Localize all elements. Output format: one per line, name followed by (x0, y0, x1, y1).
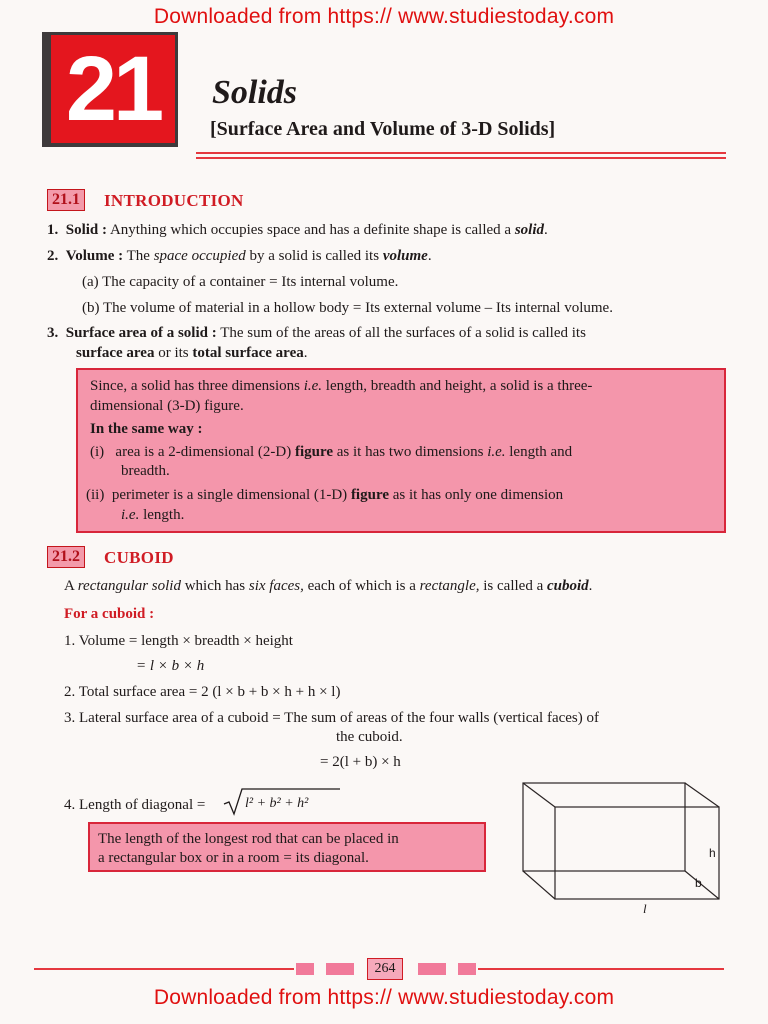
chapter-number: 21 (51, 35, 175, 143)
intro-item-1: 1. Solid : Anything which occupies space and has a definite shape is called a solid. (47, 222, 548, 238)
chapter-subtitle: [Surface Area and Volume of 3-D Solids] (210, 118, 556, 140)
figure-label-h: h (709, 846, 716, 860)
box-line-1: Since, a solid has three dimensions i.e. length, breadth and height, a solid is a three- (90, 378, 593, 394)
intro-item-3: 3. Surface area of a solid : The sum of the areas of all the surfaces of a solid is called its (47, 325, 586, 341)
formula-lsa-line2: the cuboid. (336, 729, 403, 745)
formula-lsa-result: = 2(l + b) × h (320, 754, 401, 770)
footer-ornament (418, 963, 446, 975)
footer-ornament (458, 963, 476, 975)
intro-item-3-line2: surface area or its total surface area. (76, 345, 308, 361)
figure-label-b: b (695, 876, 702, 890)
footer-ornament (296, 963, 314, 975)
section-number: 21.1 (47, 189, 85, 211)
box-point-2-line2: i.e. length. (121, 507, 185, 523)
watermark-bottom: Downloaded from https:// www.studiestoday.com (153, 986, 615, 1009)
box-point-1: (i) area is a 2-dimensional (2-D) figure as it has two dimensions i.e. length and (90, 444, 573, 460)
cuboid-figure (515, 775, 735, 915)
intro-item-2a: (a) The capacity of a container = Its internal volume. (82, 274, 399, 290)
cuboid-intro: A rectangular solid which has six faces, each of which is a rectangle, is called a cuboid. (64, 578, 593, 594)
figure-label-l: l (643, 901, 647, 915)
box-same-way: In the same way : (90, 421, 203, 437)
page-number: 264 (367, 958, 403, 980)
section-number-2: 21.2 (47, 546, 85, 568)
intro-item-2: 2. Volume : The space occupied by a solid is called its volume. (47, 248, 432, 264)
formula-diagonal: 4. Length of diagonal = (64, 797, 206, 813)
intro-item-2b: (b) The volume of material in a hollow body = Its external volume – Its internal volume. (82, 300, 613, 316)
formula-lsa: 3. Lateral surface area of a cuboid = The sum of areas of the four walls (vertical faces) of (64, 710, 600, 726)
diagonal-radicand: l² + b² + h² (245, 796, 309, 811)
footer-rule-right (478, 968, 724, 970)
header-rule-1 (196, 152, 726, 154)
box-line-2: dimensional (3-D) figure. (90, 398, 244, 414)
for-cuboid-heading: For a cuboid : (64, 606, 155, 622)
note-line-2: a rectangular box or in a room = its diagonal. (98, 850, 369, 866)
cuboid-back-face (523, 783, 685, 871)
formula-tsa: 2. Total surface area = 2 (l × b + b × h + h × l) (64, 684, 341, 700)
box-point-1-line2: breadth. (121, 463, 170, 479)
formula-volume: 1. Volume = length × breadth × height (64, 633, 293, 649)
box-point-2: (ii) perimeter is a single dimensional (1-D) figure as it has only one dimension (86, 487, 564, 503)
note-line-1: The length of the longest rod that can be placed in (98, 831, 399, 847)
footer-ornament (326, 963, 354, 975)
formula-volume-symbolic: = l × b × h (136, 658, 205, 674)
section-title-2: CUBOID (104, 548, 174, 567)
watermark-top: Downloaded from https:// www.studiestoday.com (153, 5, 615, 28)
chapter-title: Solids (212, 74, 298, 111)
header-rule-2 (196, 157, 726, 159)
section-title: INTRODUCTION (104, 191, 244, 210)
footer-rule-left (34, 968, 294, 970)
